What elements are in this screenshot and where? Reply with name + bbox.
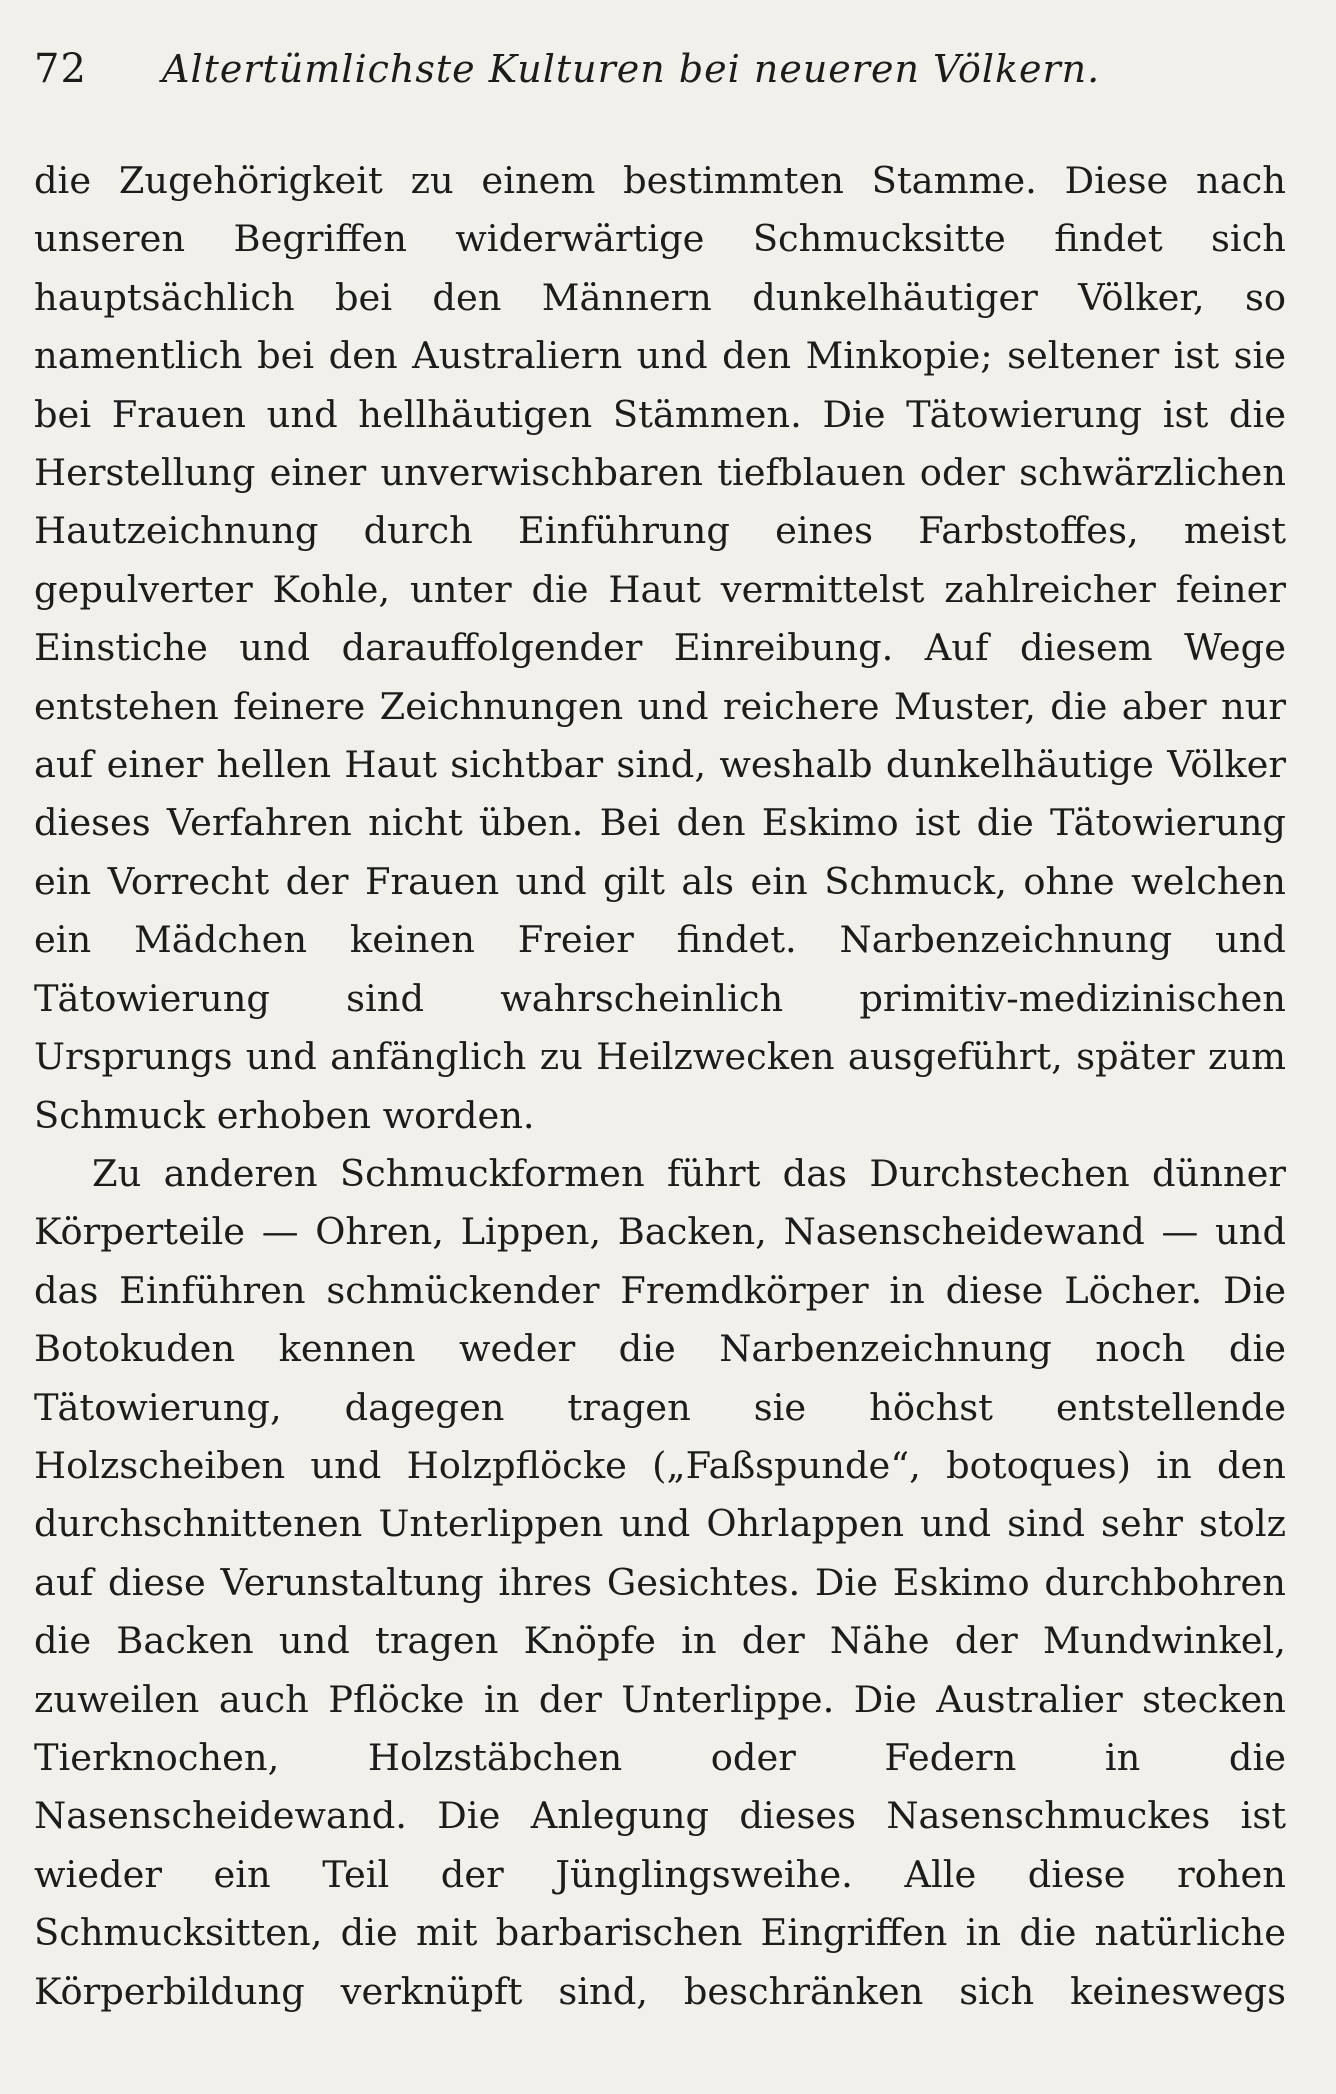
paragraph-1: die Zugehörigkeit zu einem bestimmten Stamme. Diese nach unseren Begriffen widerwärtige Schmucksitte findet sich hauptsächlich bei den Männern dunkelhäutiger Völker, so namentlich bei den Australiern und den Minkopie; seltener ist sie bei Frauen und hellhäutigen Stämmen. Die Tätowierung ist die Herstellung einer unverwischbaren tiefblauen oder schwärzlichen Hautzeichnung durch Einführung eines Farbstoffes, meist gepulverter Kohle, unter die Haut vermittelst zahlreicher feiner Einstiche und darauffolgender Einreibung. Auf diesem Wege entstehen feinere Zeichnungen und reichere Muster, die aber nur auf einer hellen Haut sichtbar sind, weshalb dunkelhäutige Völker dieses Verfahren nicht üben. Bei den Eskimo ist die Tätowierung ein Vorrecht der Frauen und gilt als ein Schmuck, ohne welchen ein Mädchen keinen Freier findet. Narbenzeichnung und Tätowierung sind wahrscheinlich primitiv-medizinischen Ursprungs und anfänglich zu Heilzwecken ausgeführt, später zum Schmuck erhoben worden. bbox=[34, 159, 1286, 1137]
running-title: Altertümlichste Kulturen bei neueren Völkern. bbox=[162, 47, 1101, 91]
paragraph-2: Zu anderen Schmuckformen führt das Durchstechen dünner Körperteile — Ohren, Lippen, Backen, Nasenscheidewand — und das Einführen schmückender Fremdkörper in diese Löcher. Die Botokuden kennen weder die Narbenzeichnung noch die Tätowierung, dagegen tragen sie höchst entstellende Holzscheiben und Holzpflöcke („Faßspunde“, botoques) in den durchschnittenen Unterlippen und Ohrlappen und sind sehr stolz auf diese Verunstaltung ihres Gesichtes. Die Eskimo durchbohren die Backen und tragen Knöpfe in der Nähe der Mundwinkel, zuweilen auch Pflöcke in der Unterlippe. Die Australier stecken Tierknochen, Holzstäbchen oder Federn in die Nasenscheidewand. Die Anlegung dieses Nasenschmuckes ist wieder ein Teil der Jünglingsweihe. Alle diese rohen Schmucksitten, die mit barbarischen Eingriffen in die natürliche Körperbildung verknüpft sind, beschränken sich keineswegs bbox=[34, 1151, 1286, 2013]
body-text bbox=[34, 152, 1286, 2021]
page-number: 72 bbox=[34, 46, 87, 92]
running-head bbox=[34, 46, 1286, 112]
